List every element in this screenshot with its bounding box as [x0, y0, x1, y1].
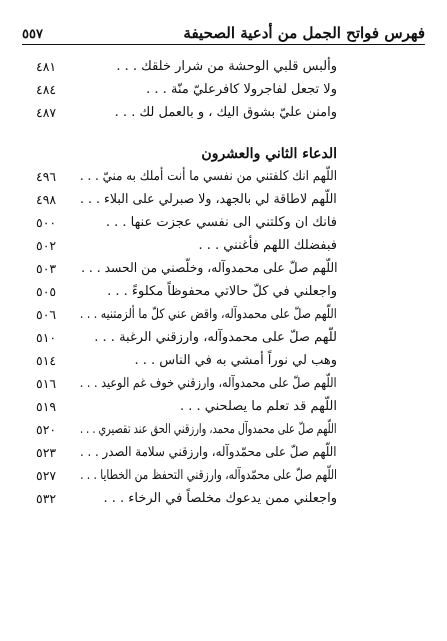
entry-page: ٥٠٢: [36, 238, 57, 253]
header-rule: [22, 44, 425, 45]
index-entry: [0, 167, 447, 187]
index-entry: [0, 103, 447, 123]
entry-page: ٥١٠: [36, 330, 57, 345]
index-entry: [0, 351, 447, 371]
entry-page: ٥٣٢: [36, 491, 57, 506]
section-title: الدعاء الثاني والعشرون: [201, 146, 337, 162]
entry-page: ٥٢٠: [36, 422, 57, 437]
entry-text: اللّهم قد تعلم ما يصلحني . . .: [180, 399, 337, 414]
entry-text: وامنن عليّ بشوق اليك ، و بالعمل لك . . .: [114, 105, 337, 120]
entry-page: ٥١٩: [36, 399, 57, 414]
entry-page: ٤٩٦: [36, 169, 57, 184]
entry-page: ٤٨١: [36, 59, 57, 74]
entry-text: واجعلني ممن يدعوك مخلصاً في الرخاء . . .: [103, 491, 337, 506]
entry-page: ٤٩٨: [36, 192, 57, 207]
entry-page: ٥٠٠: [36, 215, 57, 230]
entry-page: ٤٨٤: [36, 82, 57, 97]
index-entry: [0, 489, 447, 509]
entry-text: اللّهم صلّ على محمّدوآله، وارزقني التحفظ من الخطايا . . .: [80, 468, 337, 483]
page-header: [22, 20, 425, 42]
entry-text: ولا تجعل لفاجرولا كافرعليّ منّة . . .: [146, 82, 337, 97]
entry-text: فبفضلك اللهم فأغنني . . .: [198, 238, 337, 253]
entry-page: ٥٢٣: [36, 445, 57, 460]
index-entry: [0, 443, 447, 463]
entry-text: اللّهم صلّ على محمدوآله، واقض عني كلّ ما ألزمتنيه . . .: [80, 307, 337, 322]
entry-page: ٥٠٥: [36, 284, 57, 299]
index-entry: [0, 328, 447, 348]
index-entry: [0, 420, 447, 440]
entry-text: للّهم صلّ على محمدوآله، وارزقني الرغبة . . .: [94, 330, 337, 345]
entry-text: فانك ان وكلتني الى نفسي عجزت عنها . . .: [105, 215, 337, 230]
entry-text: وألبس قلبي الوحشة من شرار خلقك . . .: [116, 59, 337, 74]
entry-text: اللّهم لاطاقة لي بالجهد، ولا صبرلي على البلاء . . .: [80, 192, 337, 207]
entry-page: ٥٢٧: [36, 468, 57, 483]
entry-text: اللّهم انك كلفتني من نفسي ما أنت أملك به منيّ . . .: [79, 169, 337, 184]
index-entry: [0, 282, 447, 302]
index-entry: [0, 305, 447, 325]
entry-text: واجعلني في كلّ حالاتي محفوظاً مكلوءً . . .: [107, 284, 337, 299]
entry-page: ٥٠٦: [36, 307, 57, 322]
entry-page: ٥٠٣: [36, 261, 57, 276]
index-entry: [0, 236, 447, 256]
entry-text: اللّهم صلّ على محمدوآله، وخلّصني من الحسد . . .: [80, 261, 337, 276]
index-entry: [0, 57, 447, 77]
index-entry: [0, 374, 447, 394]
header-title: فهرس فواتح الجمل من أدعية الصحيفة: [183, 24, 425, 42]
entry-text: اللّهم صلّ على محمّدوآله، وارزقني سلامة الصدر . . .: [80, 445, 337, 460]
entry-page: ٤٨٧: [36, 105, 57, 120]
header-page-number: ٥٥٧: [22, 27, 43, 42]
entry-page: ٥١٦: [36, 376, 57, 391]
index-entry: [0, 466, 447, 486]
index-entry: [0, 80, 447, 100]
entry-text: اللّهم صلّ على محمدوآله، وارزقني خوف غم الوعيد . . .: [80, 376, 337, 391]
entry-text: اللّهم صلّ على محمدوآل محمد، وارزقني الحق عند تقصيري . . .: [80, 422, 337, 437]
entry-text: وهب لي نوراً أمشي به في الناس . . .: [134, 353, 337, 368]
index-entry: [0, 259, 447, 279]
index-entry: [0, 190, 447, 210]
index-entry: [0, 397, 447, 417]
entry-page: ٥١٤: [36, 353, 57, 368]
index-entry: [0, 213, 447, 233]
